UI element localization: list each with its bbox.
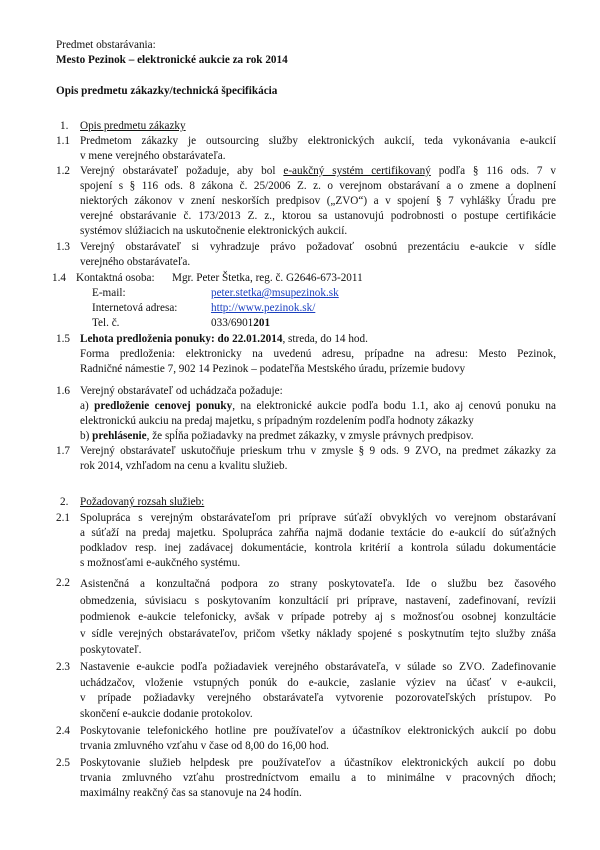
text-line: Verejný obstarávateľ uskutočňuje prieskum trhu v zmysle § 9 ods. 9 ZVO, na predmet zákazky za — [80, 445, 556, 457]
list-item-2-3 — [56, 660, 556, 722]
phone-label: Tel. č. — [92, 317, 120, 329]
text-line: a súťaží na predaj majetku. Spolupráca zahŕňa najmä dodanie textácie do e-aukcií do súťažných — [80, 527, 556, 539]
item-number: 2.3 — [56, 661, 70, 673]
text-line: v sídle verejných obstarávateľov, pričom všetky náklady spojené s poskytnutím tejto služby znáša — [80, 627, 556, 640]
declaration-phrase: prehlásenie — [92, 430, 147, 442]
sub-item-a — [80, 399, 556, 414]
text-line: trvania zmluvného vzťahu v čase od 8,00 do 16,00 hod. — [80, 740, 329, 752]
list-item-1-7 — [56, 444, 556, 474]
text-line: systémov slúžiacich na uskutočnenie elektronických aukcií. — [80, 225, 348, 237]
phone-number — [211, 316, 270, 331]
list-item-2-2 — [56, 576, 556, 659]
text-line: Predmetom zákazky je outsourcing služby elektronických aukcií, teda vykonávania e-aukcií — [80, 135, 556, 147]
list-item-1-2 — [56, 164, 556, 239]
item-number: 2.1 — [56, 512, 70, 524]
text-line: Forma predloženia: elektronicky na uvedenú adresu, prípadne na adresu: Mesto Pezinok, — [80, 348, 556, 360]
text-line: v mene verejného obstarávateľa. — [80, 150, 226, 162]
text-line: spojení s § 116 ods. 8 zákona č. 25/2006 Z. z. o verejnom obstarávaní a o zmene a doplnení — [80, 180, 556, 192]
list-item-1-5 — [56, 332, 556, 377]
text-line: podkladov resp. inej zadávacej dokumentácie, kontrola kritérií a kontrola súladu dokumentácie — [80, 542, 556, 554]
list-item-2-1 — [56, 511, 556, 571]
text-line: Nastavenie e-aukcie podľa požiadaviek verejného obstarávateľa, v súlade so ZVO. Zadefinovanie — [80, 661, 556, 673]
certified-system-phrase: e-aukčný systém certifikovaný — [283, 165, 431, 177]
text-span: , že spĺňa požiadavky na predmet zákazky, v zmysle právnych predpisov. — [146, 430, 474, 442]
list-item-2-5 — [56, 756, 556, 801]
text-span: b) — [80, 430, 93, 442]
deadline-date: : do 22.01.2014 — [210, 333, 283, 345]
item-number: 1.5 — [56, 333, 70, 345]
text-line: poskytovateľ. — [80, 644, 142, 656]
document-title: Mesto Pezinok – elektronické aukcie za rok 2014 — [56, 54, 288, 66]
price-offer-phrase: predloženie cenovej ponuky — [94, 400, 233, 412]
phone-prefix: 033/6901 — [211, 317, 254, 329]
item-number-1-4: 1.4 — [52, 272, 66, 284]
item-number: 1.3 — [56, 241, 70, 253]
text-span: podľa § 116 ods. 7 v — [430, 165, 556, 177]
list-item-1-6 — [56, 384, 556, 444]
text-line: verejného obstarávateľa. — [80, 256, 191, 268]
sub-item-b — [80, 429, 556, 444]
text-line: Poskytovanie telefonického hotline pre používateľov a účastníkov elektronických aukcií po dobu — [80, 725, 556, 737]
text-line: niektorých zákonov v znení neskorších predpisov („ZVO“) a v spojení § 7 vyhlášky Úradu pre — [80, 195, 556, 207]
text-line — [80, 164, 556, 179]
item-number: 2.4 — [56, 725, 70, 737]
text-line: podmienok e-aukcie telefonicky, avšak v prípade potreby aj s možnosťou osobnej konzultácie — [80, 611, 556, 623]
text-span: a) — [80, 400, 95, 412]
text-line: skončení e-aukcie dodanie protokolov. — [80, 707, 253, 720]
text-line — [80, 332, 556, 347]
text-line: Verejný obstarávateľ si vyhradzuje právo požadovať osobnú prezentáciu e-aukcie v sídle — [80, 241, 556, 253]
contact-person-name: Mgr. Peter Štetka, reg. č. G2646-673-2011 — [172, 272, 363, 284]
section-1-heading: Opis predmetu zákazky — [80, 120, 186, 132]
procurement-label: Predmet obstarávania: — [56, 39, 156, 51]
website-link[interactable]: http://www.pezinok.sk/ — [211, 302, 316, 314]
list-item-1-3 — [56, 240, 556, 270]
text-line: Verejný obstarávateľ od uchádzača požaduje: — [80, 385, 283, 397]
text-line: uchádzačov, vloženie vstupných ponúk do e-aukcie, zaslanie výziev na účasť v e-aukcii, — [80, 676, 556, 689]
section-2-number: 2. — [60, 496, 69, 508]
text-line: maximálny reakčný čas sa stanovuje na 24 hodín. — [80, 787, 302, 799]
website-label: Internetová adresa: — [92, 302, 178, 314]
item-number: 2.2 — [56, 577, 70, 589]
text-line: s možnosťami e-aukčného systému. — [80, 557, 241, 569]
item-number: 2.5 — [56, 757, 70, 769]
text-line: rok 2014, vzhľadom na cenu a kvalitu služieb. — [80, 460, 288, 472]
item-number: 1.6 — [56, 385, 70, 397]
phone-extension: 201 — [253, 317, 271, 329]
deadline-time: , streda, do 14 hod. — [282, 333, 368, 345]
item-number: 1.1 — [56, 135, 70, 147]
email-link[interactable]: peter.stetka@msupezinok.sk — [211, 287, 339, 299]
text-line: v prípade požiadavky verejného obstarávateľa vytvorenie pozorovateľských prístupov. Po — [80, 692, 556, 704]
text-line: Poskytovanie služieb helpdesk pre používateľov a účastníkov elektronických aukcií po dobu — [80, 757, 556, 769]
document-subtitle: Opis predmetu zákazky/technická špecifikácia — [56, 85, 278, 97]
item-number: 1.2 — [56, 165, 70, 177]
section-2-heading: Požadovaný rozsah služieb: — [80, 496, 205, 508]
text-line: Asistenčná a konzultačná podpora zo strany poskytovateľa. Ide o službu bez časového — [80, 578, 556, 590]
text-line: verejné obstarávanie č. 173/2013 Z. z., ktorou sa ustanovujú podrobnosti o postupe certifikácie — [80, 210, 556, 222]
item-number: 1.7 — [56, 445, 70, 457]
text-line: trvania zmluvného vzťahu prostredníctvom emailu a to minimálne v pracovných dňoch; — [80, 772, 556, 784]
text-span: , na elektronické aukcie podľa bodu 1.1, ako aj cenovú ponuku na — [232, 400, 556, 412]
section-1-number: 1. — [60, 120, 69, 132]
list-item-2-4 — [56, 724, 556, 754]
text-span: Verejný obstarávateľ požaduje, aby bol — [80, 165, 284, 177]
text-line: elektronickú aukciu na predaj majetku, s prípadným rozdelením podľa hodnoty zákazky — [80, 415, 474, 427]
list-item-1-1 — [56, 134, 556, 164]
text-line: Spolupráca s verejným obstarávateľom pri príprave súťaží obvyklých vo verejnom obstarávaní — [80, 512, 556, 524]
text-line: Radničné námestie 7, 902 14 Pezinok – podateľňa Mestského úradu, prízemie budovy — [80, 363, 466, 375]
deadline-label: Lehota predloženia ponuky — [80, 333, 211, 345]
email-label: E-mail: — [92, 287, 126, 299]
contact-person-label: Kontaktná osoba: — [76, 272, 155, 284]
text-line: obmedzenia, súvisiacu s poskytovaním konzultácií pri príprave, nastavení, zadefinovaní, revízii — [80, 594, 556, 607]
